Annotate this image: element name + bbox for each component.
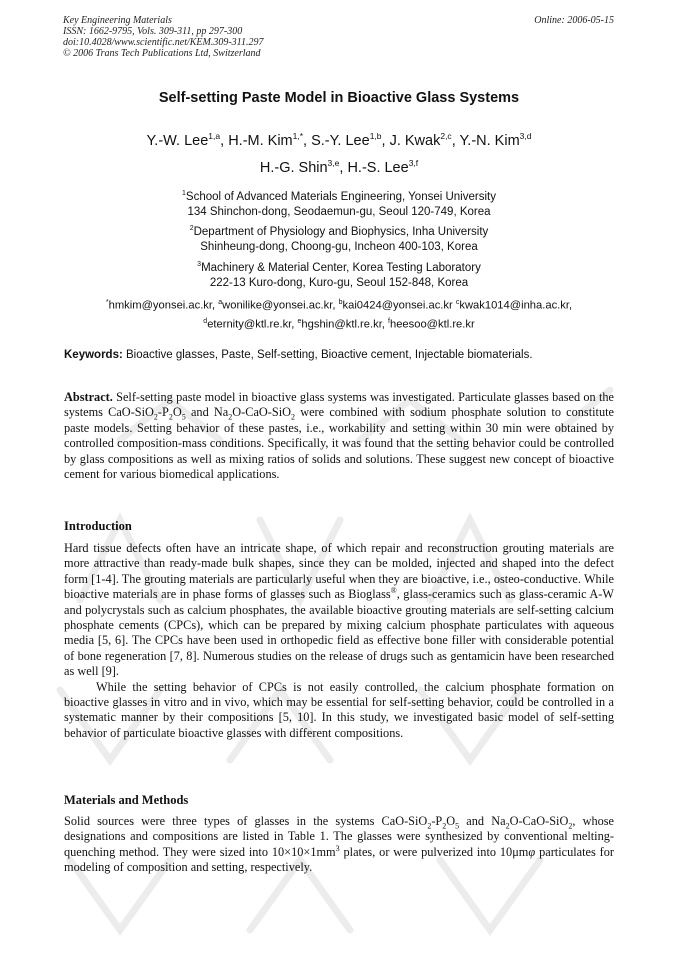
paragraph: While the setting behavior of CPCs is not easily controlled, the calcium phosphate formation on bioactive glasses in vitro and in vivo, which may be essential for self-setting behavior, could be controlled in a systematic manner by their compositions [5, 10]. In this study, we investigated basic model of self-setting behavior of particulate bioactive glasses with different compositions. [64,679,614,740]
author-sup: 2,c [440,131,452,141]
phi-symbol: φ [528,844,536,859]
email-marker: c [455,299,460,306]
author-name: H.-M. Kim [228,132,293,149]
journal-doi: doi:10.4028/www.scientific.net/KEM.309-311.297 [63,37,264,48]
abstract [64,390,614,482]
author-sup: 3,f [408,157,419,168]
keywords [64,349,624,361]
subscript: 2 [168,412,173,422]
abstract-text: Self-setting paste model in bioactive glass systems was investigated. Particulate glasses based on the systems CaO-SiO [64,390,614,420]
email-marker: d [203,317,208,325]
author-sep: , [303,132,312,149]
abstract-text: O [172,405,182,420]
affiliation-2 [0,221,678,255]
author-sep: , [339,159,348,176]
email-marker: e [297,317,302,325]
affiliation-number: 2 [189,225,194,232]
affiliation-name: School of Advanced Materials Engineering, Yonsei University [185,190,496,203]
author-sep: , [381,132,390,149]
affiliation-3 [0,257,678,291]
email-list [0,295,678,332]
author-name: H.-G. Shin [259,159,328,176]
abstract-label: Abstract. [64,390,113,404]
paragraph: Hard tissue defects often have an intricate shape, of which repair and reconstruction grouting materials are more attractive than ready-made bulk shapes, since they can be molded, injected and shaped into the defect form [1-4]. The grouting materials are particularly useful when they are bioactive, i.e., osteo-conductive. While bioactive materials are in phase forms of glasses such as Bioglass®, glass-ceramics such as glass-ceramic A-W and polycrystals such as calcium phosphates, the available bioactive grouting materials are self-setting calcium phosphate cements (CPCs), which can be prepared by mixing calcium phosphate particulates with aqueous media [5, 6]. The CPCs have been used in orthopedic field as effective bone filler with considerable potential of bone regeneration [7, 8]. Numerous studies on the release of drugs such as gentamicin have been researched as well [9]. [64,541,614,679]
affiliation-address: 134 Shinchon-dong, Seodaemun-gu, Seoul 120-749, Korea [187,205,491,218]
subscript: 2 [568,821,573,831]
author-line-1 [0,125,678,152]
abstract-text: and Na [185,405,229,420]
email-link[interactable]: heesoo@ktl.re.kr [389,318,475,331]
author-sep: , [220,132,229,149]
journal-name: Key Engineering Materials [63,15,172,26]
author-sup: 3,d [519,131,532,141]
paper-title: Self-setting Paste Model in Bioactive Glass Systems [158,90,520,106]
email-link[interactable]: eternity@ktl.re.kr, [207,318,298,331]
subscript: 2 [291,412,296,422]
author-name: S.-Y. Lee [311,132,370,149]
author-sup: 1,b [369,131,382,141]
journal-copyright: © 2006 Trans Tech Publications Ltd, Switzerland [63,48,261,59]
subscript: 5 [455,821,460,831]
subscript: 5 [181,412,186,422]
methods-body: Solid sources were three types of glasses in the systems CaO-$SiO_2-P_2O_5$ and $Na_2O-CaO-SiO_2$, whose designations and compositions are listed in Table 1. The glasses were synthesized by conventional melting-quenching method. They were sized into $10\times 10\times 1mm^3$ plates, or were pulverized into 10μmφ particulates for modeling of composition and setting, respectively. [64,814,614,875]
author-sup: 3,e [327,157,340,168]
author-list [0,125,678,179]
subscript: 2 [228,412,233,422]
email-link[interactable]: hgshin@ktl.re.kr, [301,318,389,331]
subscript: 2 [153,412,158,422]
subscript: 2 [427,821,432,831]
email-link[interactable]: kai0424@yonsei.ac.kr [342,299,456,312]
registered-mark: ® [390,586,397,596]
subscript: 2 [442,821,447,831]
affiliation-address: Shinheung-dong, Choong-gu, Incheon 400-103, Korea [200,240,478,253]
author-sup: 1,* [292,131,304,141]
author-name: H.-S. Lee [347,159,409,176]
introduction-body [64,541,614,741]
affiliation-name: Department of Physiology and Biophysics, Inha University [193,225,489,238]
keywords-label: Keywords: [64,349,123,361]
abstract-text: O-CaO-SiO [232,405,292,420]
author-sup: 1,a [208,131,221,141]
section-heading-introduction: Introduction [64,519,132,533]
online-date: Online: 2006-05-15 [534,15,614,26]
email-link[interactable]: kwak1014@inha.ac.kr, [459,299,573,312]
affiliation-name: Machinery & Material Center, Korea Testing Laboratory [201,261,481,274]
email-marker: a [218,299,223,306]
email-link[interactable]: wonilike@yonsei.ac.kr, [222,299,339,312]
superscript: 3 [335,843,340,853]
email-marker: * [105,299,109,306]
author-sep: , [451,132,460,149]
affiliation-1 [0,186,678,220]
author-name: Y.-W. Lee [146,132,209,149]
author-name: J. Kwak [389,132,441,149]
email-marker: b [338,299,343,306]
journal-info [63,15,263,59]
affiliation-address: 222-13 Kuro-dong, Kuro-gu, Seoul 152-848, Korea [209,276,469,289]
email-link[interactable]: hmkim@yonsei.ac.kr, [108,299,219,312]
affiliation-number: 1 [182,190,186,197]
email-marker: f [388,317,390,325]
keywords-text: Bioactive glasses, Paste, Self-setting, Bioactive cement, Injectable biomaterials. [122,349,533,361]
section-heading-methods: Materials and Methods [64,793,189,807]
journal-issn: ISSN: 1662-9795, Vols. 309-311, pp 297-300 [63,26,243,37]
affiliation-number: 3 [197,261,202,268]
author-name: Y.-N. Kim [459,132,520,149]
abstract-text: -P [157,405,169,420]
subscript: 2 [505,821,510,831]
abstract-text: were combined with sodium phosphate solution to constitute paste models. Setting behavior of these pastes, i.e., workability and setting within 30 min were obtained by controlled composition-mass conditions. Specifically, it was found that the setting behavior could be controlled by glass compositions as well as mixing ratios of solids and solutions. These suggest new concept of bioactive cement for various biomedical applications. [64,405,614,482]
author-line-2 [0,152,678,179]
